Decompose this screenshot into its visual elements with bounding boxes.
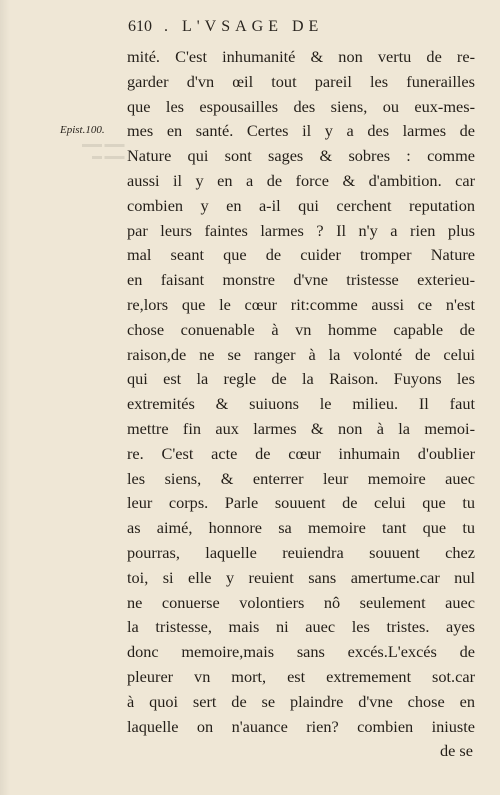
text-line: as aimé, honnore sa memoire tant que tu bbox=[127, 518, 475, 538]
text-line: laquelle on n'auance rien? combien iniuste bbox=[127, 716, 475, 736]
text-line: mal seant que de cuider tromper Nature bbox=[127, 245, 475, 265]
text-line: raison,de ne se ranger à la volonté de celui bbox=[127, 344, 475, 364]
text-line: leur corps. Parle souuent de celui que tu bbox=[127, 493, 475, 513]
text-line: aussi il y en a de force & d'ambition. car bbox=[127, 170, 475, 190]
text-line: garder d'vn œil tout pareil les funerailles bbox=[127, 71, 475, 91]
page-number: 610 bbox=[128, 18, 152, 35]
body-text bbox=[127, 45, 475, 764]
text-line: à quoi sert de se plaindre d'vne chose en bbox=[127, 691, 475, 711]
text-line: mettre fin aux larmes & non à la memoi- bbox=[127, 418, 475, 438]
text-line: que les espousailles des siens, ou eux-mes- bbox=[127, 96, 475, 116]
text-line: mes en santé. Certes il y a des larmes de bbox=[127, 121, 475, 141]
text-line: combien y en a-il qui cerchent reputation bbox=[127, 195, 475, 215]
running-header bbox=[128, 18, 323, 36]
text-line: la tristesse, mais ni auec les tristes. ayes bbox=[127, 617, 475, 637]
catchword: de se bbox=[440, 741, 473, 761]
marginal-note: Epist.100. bbox=[60, 124, 105, 136]
running-title: . L'VSAGE DE bbox=[164, 18, 324, 35]
text-line: les siens, & enterrer leur memoire auec bbox=[127, 468, 475, 488]
text-line: ne conuerse volontiers nô seulement auec bbox=[127, 592, 475, 612]
show-through-ink: ▬▬ ▬▬ ▬▬ ▬ bbox=[82, 139, 125, 162]
text-line: re. C'est acte de cœur inhumain d'oublier bbox=[127, 443, 475, 463]
text-line: donc memoire,mais sans excés.L'excés de bbox=[127, 642, 475, 662]
text-line: mité. C'est inhumanité & non vertu de re- bbox=[127, 47, 475, 66]
text-line: Nature qui sont sages & sobres : comme bbox=[127, 146, 475, 166]
text-line: par leurs faintes larmes ? Il n'y a rien plus bbox=[127, 220, 475, 240]
text-line: pourras, laquelle reuiendra souuent chez bbox=[127, 542, 475, 562]
text-line: en faisant monstre d'vne tristesse exterieu- bbox=[127, 270, 475, 290]
text-line: toi, si elle y reuient sans amertume.car nul bbox=[127, 567, 475, 587]
text-line: extremités & suiuons le milieu. Il faut bbox=[127, 394, 475, 414]
page-edge-shadow bbox=[0, 0, 10, 795]
text-line: pleurer vn mort, est extremement sot.car bbox=[127, 666, 475, 686]
text-line: chose conuenable à vn homme capable de bbox=[127, 319, 475, 339]
text-line: qui est la regle de la Raison. Fuyons les bbox=[127, 369, 475, 389]
text-line: re,lors que le cœur rit:comme aussi ce n'est bbox=[127, 294, 475, 314]
